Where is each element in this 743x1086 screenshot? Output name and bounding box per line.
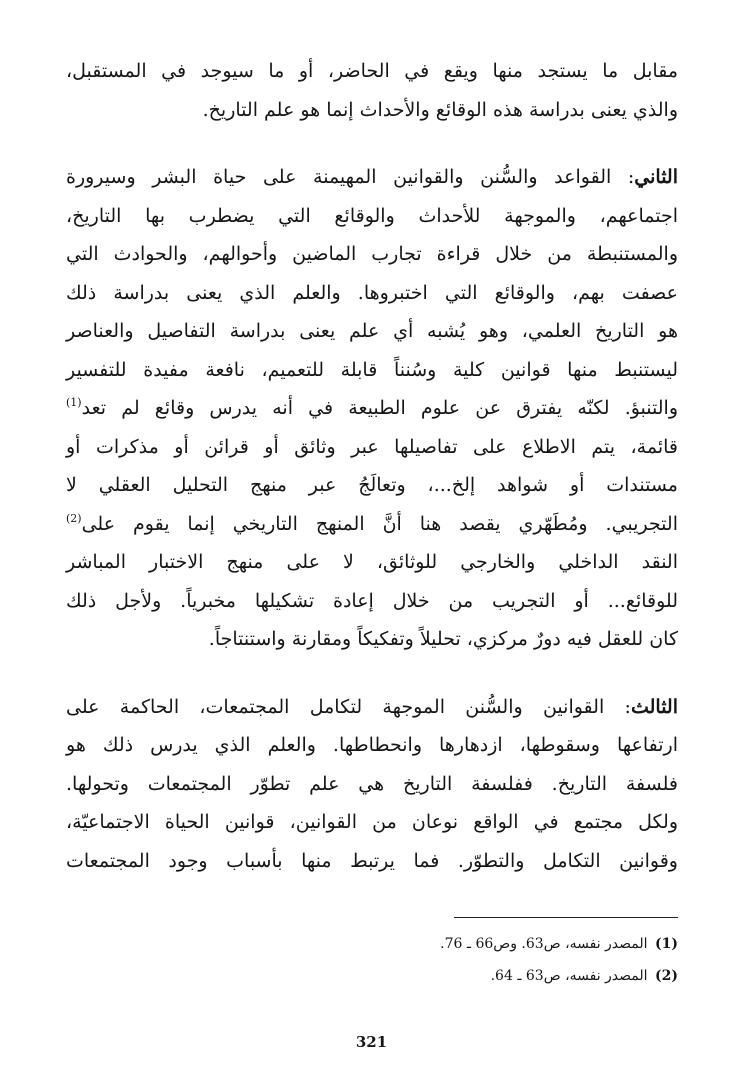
text-line: النقد الداخلي والخارجي للوثائق، لا على منهج الاختبار المباشر	[66, 551, 678, 573]
paragraph-gap	[66, 129, 678, 158]
footnote-number: (2)	[655, 968, 678, 984]
text-line: للوقائع... أو التجريب من خلال إعادة تشكيلها مخبرياً. ولأجل ذلك	[66, 589, 678, 612]
paragraph-gap	[66, 659, 678, 688]
footnote-text: المصدر نفسه، ص63. وص66 ـ 76.	[440, 936, 648, 952]
paragraph-intro	[66, 52, 678, 129]
footnote-ref-2[interactable]: (2)	[66, 511, 82, 525]
text-line: ليستنبط منها قوانين كلية وسُنناً قابلة للتعميم، نافعة مفيدة للتفسير	[66, 358, 678, 381]
text-line: ولكل مجتمع في الواقع نوعان من القوانين، قوانين الحياة الاجتماعيّة،	[66, 811, 678, 833]
text-line-rest: : القواعد والسُّنن والقوانين المهيمنة على حياة البشر وسيرورة	[66, 166, 635, 188]
text-line-rest: : القوانين والسُّنن الموجهة لتكامل المجتمعات، الحاكمة على	[66, 695, 631, 718]
text-line: وقوانين التكامل والتطوّر. فما يرتبط منها بأسباب وجود المجتمعات	[66, 849, 678, 872]
page-body	[66, 52, 678, 880]
text-line: فلسفة التاريخ. ففلسفة التاريخ هي علم تطوّر المجتمعات وتحولها.	[66, 772, 678, 795]
text-line: ارتفاعها وسقوطها، ازدهارها وانحطاطها. والعلم الذي يدرس ذلك هو	[66, 734, 678, 756]
paragraph-lead-third: الثالث	[630, 695, 678, 718]
footnote-ref-1[interactable]: (1)	[66, 396, 82, 409]
text-line: اجتماعهم، والموجهة للأحداث والوقائع التي يضطرب بها التاريخ،	[66, 204, 678, 227]
footnote-2	[66, 960, 678, 992]
text-line: قائمة، يتم الاطلاع على تفاصيلها عبر وثائق أو قرائن أو مذكرات أو	[66, 435, 678, 458]
paragraph-third	[66, 688, 678, 881]
footnote-1	[66, 928, 678, 960]
paragraph-lead-second: الثاني	[634, 166, 678, 188]
text-line: كان للعقل فيه دورٌ مركزي، تحليلاً وتفكيكاً ومقارنة واستنتاجاً.	[208, 628, 678, 650]
text-line: هو التاريخ العلمي، وهو يُشبه أي علم يعنى بدراسة التفاصيل والعناصر	[66, 320, 678, 342]
text-line-part: التجريبي. ومُطَهّري يقصد هنا أنَّ المنهج التاريخي إنما يقوم على	[81, 512, 678, 535]
page-number: 321	[355, 1033, 388, 1051]
footnotes	[66, 928, 678, 992]
footnote-text: المصدر نفسه، ص63 ـ 64.	[490, 968, 648, 984]
text-line-with-footnote-2	[66, 505, 678, 544]
paragraph-second	[66, 158, 678, 659]
text-line-with-footnote-1	[66, 389, 678, 428]
footnote-number: (1)	[655, 936, 678, 952]
footnote-divider	[454, 917, 678, 918]
text-line: والذي يعنى بدراسة هذه الوقائع والأحداث إنما هو علم التاريخ.	[202, 98, 678, 121]
text-line: والمستنبطة من خلال قراءة تجارب الماضين وأحوالهم، والحوادث التي	[66, 243, 678, 265]
text-line: مستندات أو شواهد إلخ...، وتعالَجُ عبر منهج التحليل العقلي لا	[66, 474, 678, 496]
text-line	[66, 688, 678, 727]
text-line: مقابل ما يستجد منها ويقع في الحاضر، أو ما سيوجد في المستقبل،	[66, 60, 678, 82]
text-line	[66, 158, 678, 197]
text-line-part: والتنبؤ. لكنّه يفترق عن علوم الطبيعة في أنه يدرس وقائع لم تعد	[81, 397, 678, 419]
text-line: عصفت بهم، والوقائع التي اختبروها. والعلم الذي يعنى بدراسة ذلك	[66, 281, 678, 304]
